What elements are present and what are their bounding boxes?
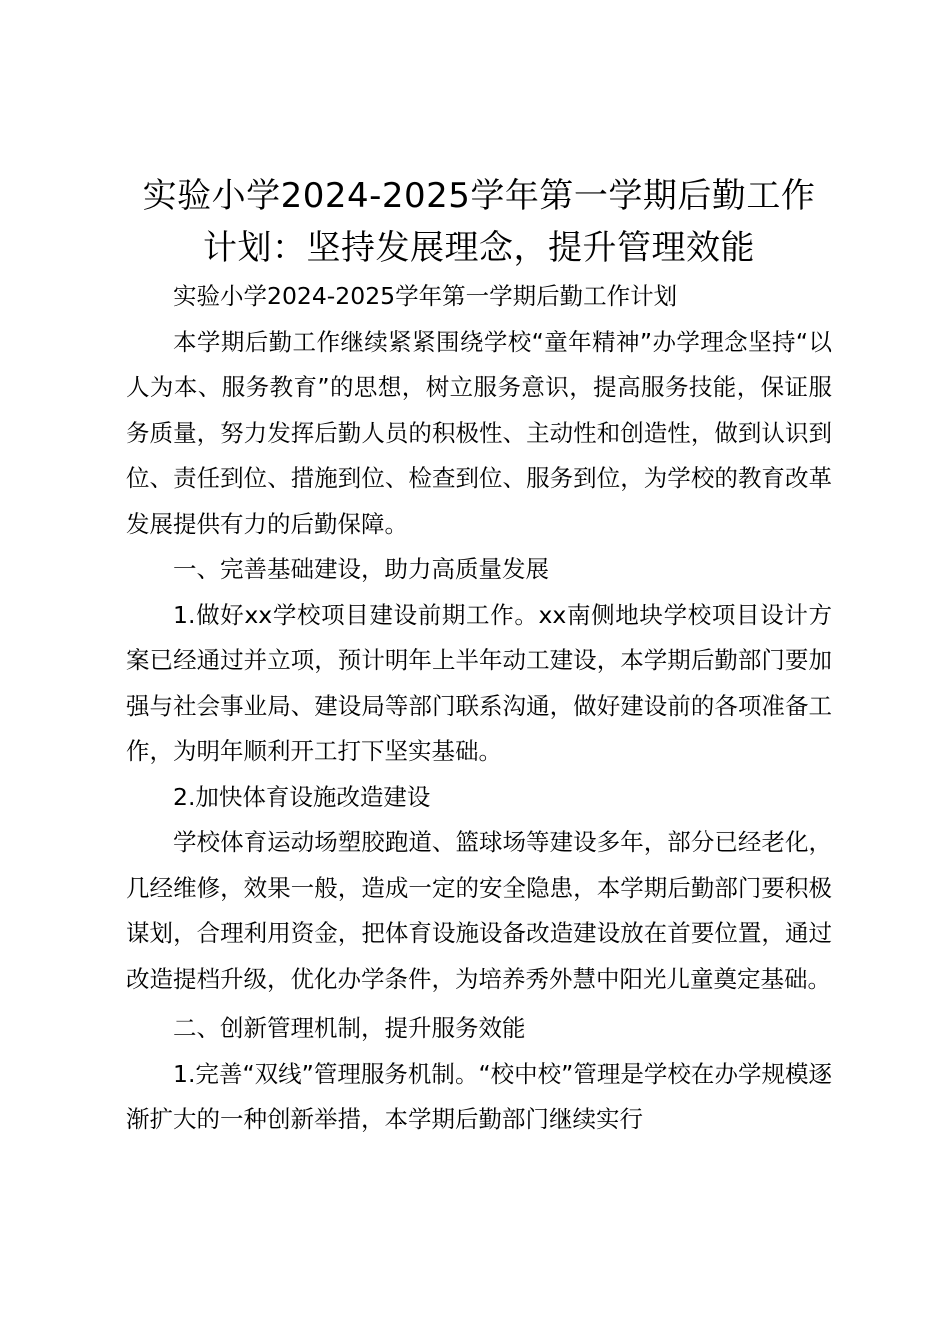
section-2-heading: 二、创新管理机制，提升服务效能 [173, 1014, 526, 1042]
section-1-item-1: 1.做好xx学校项目建设前期工作。xx南侧地块学校项目设计方案已经通过并立项，预计明年上半年动工建设，本学期后勤部门要加强与社会事业局、建设局等部门联系沟通，做好建设前的各项准备工作，为明年顺利开工打下坚实基础。 [126, 600, 832, 765]
intro-paragraph: 本学期后勤工作继续紧紧围绕学校“童年精神”办学理念坚持“以人为本、服务教育”的思想，树立服务意识，提高服务技能，保证服务质量，努力发挥后勤人员的积极性、主动性和创造性，做到认识到位、责任到位、措施到位、检查到位、服务到位，为学校的教育改革发展提供有力的后勤保障。 [126, 327, 832, 538]
section-1-heading: 一、完善基础建设，助力高质量发展 [173, 555, 549, 583]
document-page [126, 170, 832, 1143]
document-subtitle: 实验小学2024-2025学年第一学期后勤工作计划 [173, 282, 678, 310]
section-1-item-2-heading: 2.加快体育设施改造建设 [173, 782, 431, 811]
document-title: 实验小学2024-2025学年第一学期后勤工作计划：坚持发展理念，提升管理效能 [142, 176, 816, 268]
section-1-item-2-body: 学校体育运动场塑胶跑道、篮球场等建设多年，部分已经老化，几经维修，效果一般，造成一定的安全隐患，本学期后勤部门要积极谋划，合理利用资金，把体育设施设备改造建设放在首要位置，通过改造提档升级，优化办学条件，为培养秀外慧中阳光儿童奠定基础。 [126, 828, 832, 993]
section-2-item-1: 1.完善“双线”管理服务机制。“校中校”管理是学校在办学规模逐渐扩大的一种创新举措，本学期后勤部门继续实行 [126, 1059, 832, 1133]
